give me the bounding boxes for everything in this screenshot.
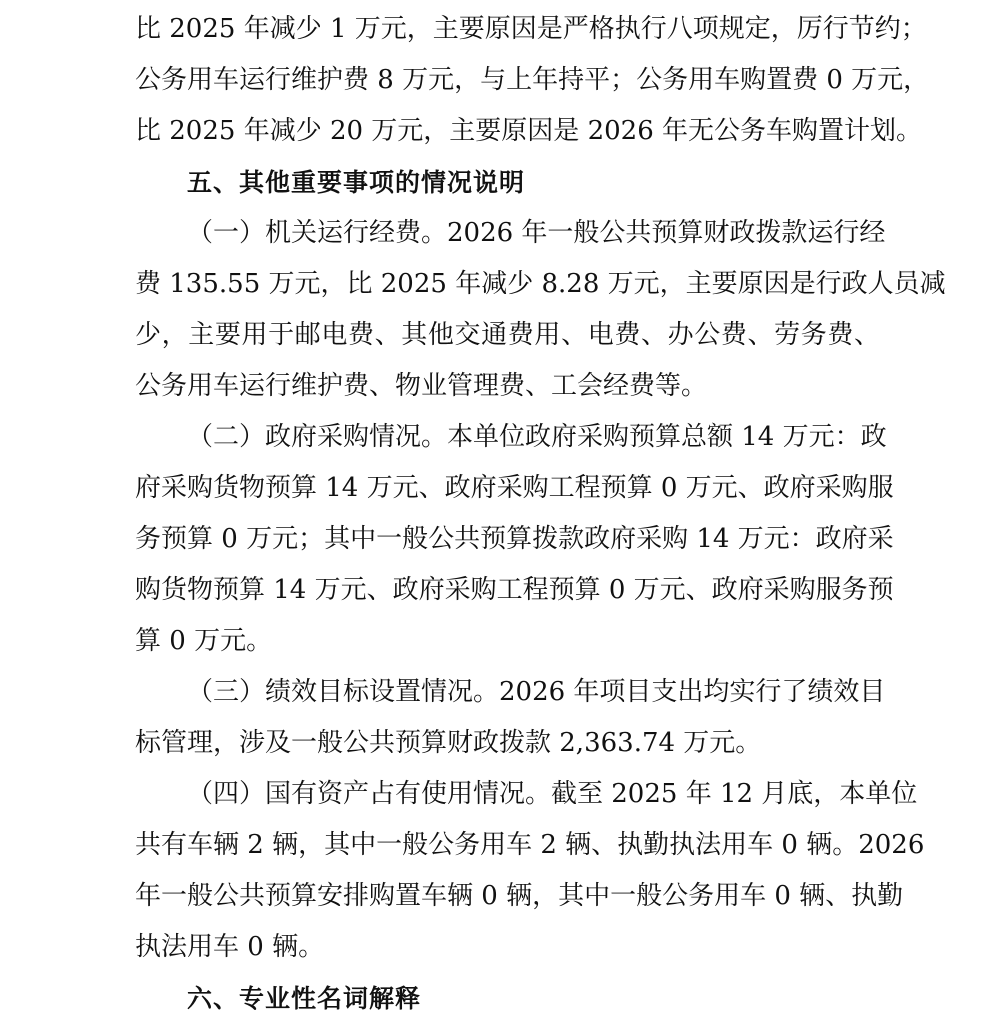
- text-line: 少，主要用于邮电费、其他交通费用、电费、办公费、劳务费、: [135, 320, 880, 350]
- text-line: 公务用车运行维护费、物业管理费、工会经费等。: [135, 371, 708, 401]
- text-line: 比 2025 年减少 1 万元，主要原因是严格执行八项规定，厉行节约；: [135, 14, 927, 44]
- paragraph-operating-expenses: [135, 208, 946, 412]
- paragraph-state-assets: [135, 769, 925, 973]
- section-heading-terminology: 六、专业性名词解释: [187, 984, 422, 1013]
- text-line: （二）政府采购情况。本单位政府采购预算总额 14 万元：政: [187, 422, 887, 452]
- text-line: 比 2025 年减少 20 万元，主要原因是 2026 年无公务车购置计划。: [135, 116, 923, 146]
- text-line: 年一般公共预算安排购置车辆 0 辆，其中一般公务用车 0 辆、执勤: [135, 881, 904, 911]
- text-line: 执法用车 0 辆。: [135, 932, 325, 962]
- text-line: 府采购货物预算 14 万元、政府采购工程预算 0 万元、政府采购服: [135, 473, 894, 503]
- text-line: 公务用车运行维护费 8 万元，与上年持平；公务用车购置费 0 万元，: [135, 65, 930, 95]
- paragraph-government-procurement: [135, 412, 894, 667]
- text-line: （三）绩效目标设置情况。2026 年项目支出均实行了绩效目: [187, 677, 886, 707]
- text-line: （四）国有资产占有使用情况。截至 2025 年 12 月底，本单位: [187, 779, 918, 809]
- text-line: 购货物预算 14 万元、政府采购工程预算 0 万元、政府采购服务预: [135, 575, 894, 605]
- text-line: 务预算 0 万元；其中一般公共预算拨款政府采购 14 万元：政府采: [135, 524, 894, 554]
- section-heading-other-matters: 五、其他重要事项的情况说明: [187, 168, 526, 197]
- paragraph-performance-targets: [135, 667, 886, 769]
- text-line: 标管理，涉及一般公共预算财政拨款 2,363.74 万元。: [135, 728, 762, 758]
- document-page: [135, 4, 946, 1024]
- text-line: （一）机关运行经费。2026 年一般公共预算财政拨款运行经: [187, 218, 886, 248]
- text-line: 费 135.55 万元，比 2025 年减少 8.28 万元，主要原因是行政人员减: [135, 269, 946, 299]
- text-line: 共有车辆 2 辆，其中一般公务用车 2 辆、执勤执法用车 0 辆。2026: [135, 830, 925, 860]
- text-line: 算 0 万元。: [135, 626, 273, 656]
- paragraph-vehicle-costs: [135, 4, 930, 157]
